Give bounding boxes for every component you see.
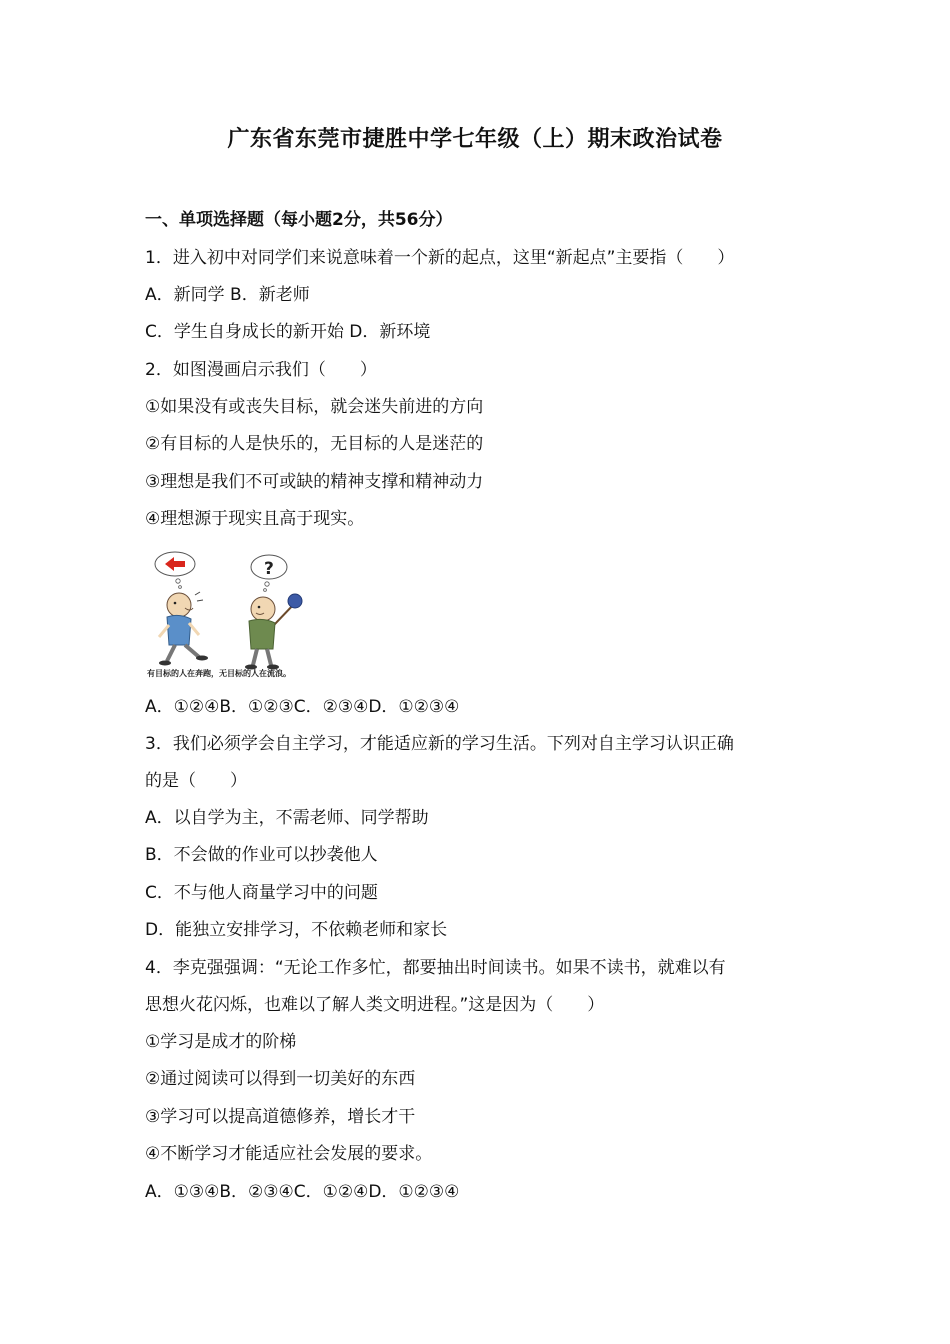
question-4-stem-line-1: 4．李克强强调：“无论工作多忙，都要抽出时间读书。如果不读书，就难以有 (145, 958, 726, 978)
question-4-statement-3: ③学习可以提高道德修养，增长才干 (145, 1107, 416, 1127)
question-2-statement-2: ②有目标的人是快乐的，无目标的人是迷茫的 (145, 434, 484, 454)
question-4-statement-1: ①学习是成才的阶梯 (145, 1032, 297, 1052)
question-4-stem-line-2: 思想火花闪烁，也难以了解人类文明进程。”这是因为（ ） (145, 995, 605, 1015)
question-3-option-b: B．不会做的作业可以抄袭他人 (145, 845, 378, 865)
question-3-option-c: C．不与他人商量学习中的问题 (145, 883, 378, 903)
question-1-options-ab: A．新同学 B．新老师 (145, 285, 310, 305)
question-4-statement-4: ④不断学习才能适应社会发展的要求。 (145, 1144, 433, 1164)
cartoon-caption: 有目标的人在奔跑，无目标的人在流浪。 (147, 669, 291, 678)
question-1-stem: 1．进入初中对同学们来说意味着一个新的起点，这里“新起点”主要指（ ） (145, 248, 735, 268)
question-4-statement-2: ②通过阅读可以得到一切美好的东西 (145, 1069, 416, 1089)
section-heading: 一、单项选择题（每小题2分，共56分） (145, 210, 453, 230)
question-1-options-cd: C．学生自身成长的新开始 D．新环境 (145, 322, 431, 342)
question-2-statement-1: ①如果没有或丧失目标，就会迷失前进的方向 (145, 397, 484, 417)
question-3-stem-line-1: 3．我们必须学会自主学习，才能适应新的学习生活。下列对自主学习认识正确 (145, 734, 734, 754)
question-3-stem-line-2: 的是（ ） (145, 771, 247, 791)
question-2-statement-3: ③理想是我们不可或缺的精神支撑和精神动力 (145, 472, 484, 492)
question-2-stem: 2．如图漫画启示我们（ ） (145, 360, 377, 380)
question-4-options: A．①③④B．②③④C．①②④D．①②③④ (145, 1182, 460, 1202)
cartoon-image (145, 547, 315, 679)
page-title: 广东省东莞市捷胜中学七年级（上）期末政治试卷 (227, 127, 723, 152)
question-2-statement-4: ④理想源于现实且高于现实。 (145, 509, 365, 529)
question-2-options: A．①②④B．①②③C．②③④D．①②③④ (145, 697, 460, 717)
question-mark-icon: ? (264, 559, 274, 579)
question-3-option-a: A．以自学为主，不需老师、同学帮助 (145, 808, 429, 828)
question-3-option-d: D．能独立安排学习，不依赖老师和家长 (145, 920, 448, 940)
